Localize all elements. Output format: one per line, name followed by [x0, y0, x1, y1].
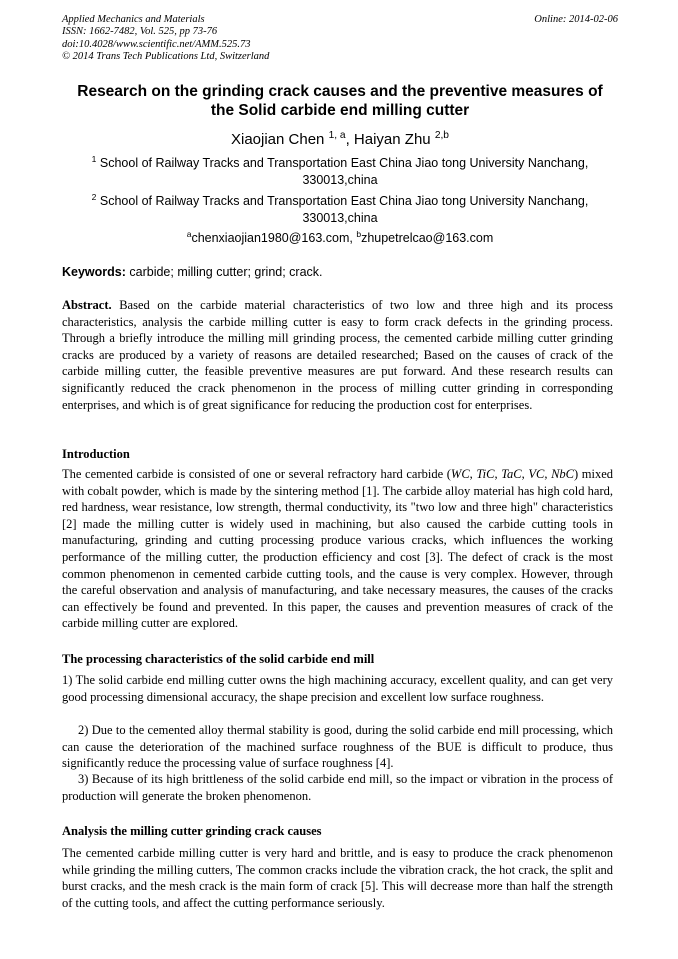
doi: doi:10.4028/www.scientific.net/AMM.525.73: [62, 38, 251, 50]
affiliation-1-line-2: 330013,china: [302, 173, 378, 187]
author-emails: [62, 230, 618, 246]
title-line-1: Research on the grinding crack causes and the preventive measures of: [77, 83, 603, 100]
processing-heading: The processing characteristics of the solid carbide end mill: [62, 652, 375, 666]
carbide-sep-3: ,: [521, 467, 529, 481]
title-line-2: the Solid carbide end milling cutter: [210, 102, 470, 119]
affiliation-1-num: 1: [91, 153, 97, 164]
carbide-vc: VC: [528, 467, 545, 481]
affiliation-2: [62, 193, 618, 227]
keywords-label: Keywords:: [62, 265, 126, 279]
issn: ISSN: 1662-7482, Vol. 525, pp 73-76: [62, 26, 218, 38]
abstract-text: Based on the carbide material characteristics of two low and three high and its process characteristics, analysis the carbide milling cutter is easy to form crack defects in the grinding process. Through a briefly introduce the milling mill grinding process, the cemented carbide milling cutter grinding cracks are produced by a variety of reasons are detailed researched; Based on the causes of crack of the carbide milling cutter, the feasible preventive measures are put forward. And these research results can significantly reduced the crack phenomenon in the process of milling cutter grinding in corresponding enterprises, and which is of great significance for reducing the production cost for enterprises.: [62, 298, 613, 412]
affiliation-1: [62, 155, 618, 189]
author-separator: ,: [345, 131, 354, 148]
carbide-tic: TiC: [476, 467, 495, 481]
intro-text-end: ) mixed with cobalt powder, which is made by the sintering method [1]. The carbide alloy material has high cold hard, red hardness, wear resistance, low strength, thermal conductivity, its "two low and three high" characteristics [2] made the milling cutter is widely used in machining, but also caused the carbide cutting tools in manufacturing, grinding and cutting processing produce various cracks, which influences the working performance of the milling cutter, the production efficiency and cost [3]. The defect of crack is the most common phenomenon in cemented carbide cutting tools, and the cause is very complex. However, through the careful observation and analysis of manufacturing, and take necessary measures, the causes of the cracks can effectively be found and prevented. In this paper, the causes and prevention measures of crack of the carbide milling cutter are explored.: [62, 467, 614, 631]
analysis-heading: Analysis the milling cutter grinding crack causes: [62, 824, 322, 838]
copyright: © 2014 Trans Tech Publications Ltd, Switzerland: [62, 50, 270, 62]
processing-item-1: 1) The solid carbide end milling cutter owns the high machining accuracy, excellent quality, and can get very good processing dimensional accuracy, the shape precision and excellent low surface roughness.: [62, 673, 613, 704]
processing-item-2: 2) Due to the cemented alloy thermal stability is good, during the solid carbide end mill processing, which can cause the deterioration of the machined surface roughness of the BUE is difficult to produce, thus significantly reduce the processing value of surface roughness [4].: [62, 723, 613, 771]
author-1-name: Xiaojian Chen: [231, 131, 325, 148]
analysis-paragraph: The cemented carbide milling cutter is very hard and brittle, and is easy to produce the crack phenomenon while grinding the milling cutters, The common cracks include the vibration crack, the hot crack, the split and burst cracks, and the mesh crack is the main form of crack [5]. This will decrease more than half the strength of the cutting tools, and affect the cutting performance seriously.: [62, 846, 613, 910]
journal-header: [62, 14, 618, 63]
author-1-sup: 1, a: [328, 130, 346, 141]
email-b: zhupetrelcao@163.com: [361, 231, 494, 245]
email-separator: ,: [349, 231, 357, 245]
journal-name: Applied Mechanics and Materials: [62, 14, 205, 25]
affiliation-2-line-1: School of Railway Tracks and Transportation East China Jiao tong University Nanchang,: [99, 194, 589, 208]
introduction-heading: Introduction: [62, 447, 130, 461]
email-a: chenxiaojian1980@163.com: [191, 231, 350, 245]
affiliation-2-line-2: 330013,china: [302, 211, 378, 225]
carbide-sep-2: ,: [494, 467, 502, 481]
keywords: [62, 264, 618, 280]
author-2-sup: 2,b: [434, 130, 449, 141]
abstract-label: Abstract.: [62, 298, 112, 312]
paper-title: [62, 82, 618, 120]
email-b-sup: b: [356, 228, 362, 239]
author-2-name: Haiyan Zhu: [353, 131, 431, 148]
authors: [62, 131, 618, 149]
keywords-text: carbide; milling cutter; grind; crack.: [125, 265, 323, 279]
abstract: [62, 297, 613, 413]
carbide-wc: WC: [450, 467, 470, 481]
introduction-paragraph: [62, 466, 613, 632]
email-a-sup: a: [186, 228, 192, 239]
carbide-sep-1: ,: [469, 467, 477, 481]
carbide-nbc: NbC: [551, 467, 574, 481]
intro-text-start: The cemented carbide is consisted of one or several refractory hard carbide (: [62, 467, 451, 481]
carbide-tac: TaC: [501, 467, 522, 481]
affiliation-2-num: 2: [91, 191, 97, 202]
carbide-sep-4: ,: [544, 467, 552, 481]
processing-item-3: 3) Because of its high brittleness of the solid carbide end mill, so the impact or vibration in the process of production will generate the broken phenomenon.: [62, 772, 613, 803]
affiliation-1-line-1: School of Railway Tracks and Transportation East China Jiao tong University Nanchang,: [99, 156, 589, 170]
online-date: Online: 2014-02-06: [534, 14, 618, 25]
